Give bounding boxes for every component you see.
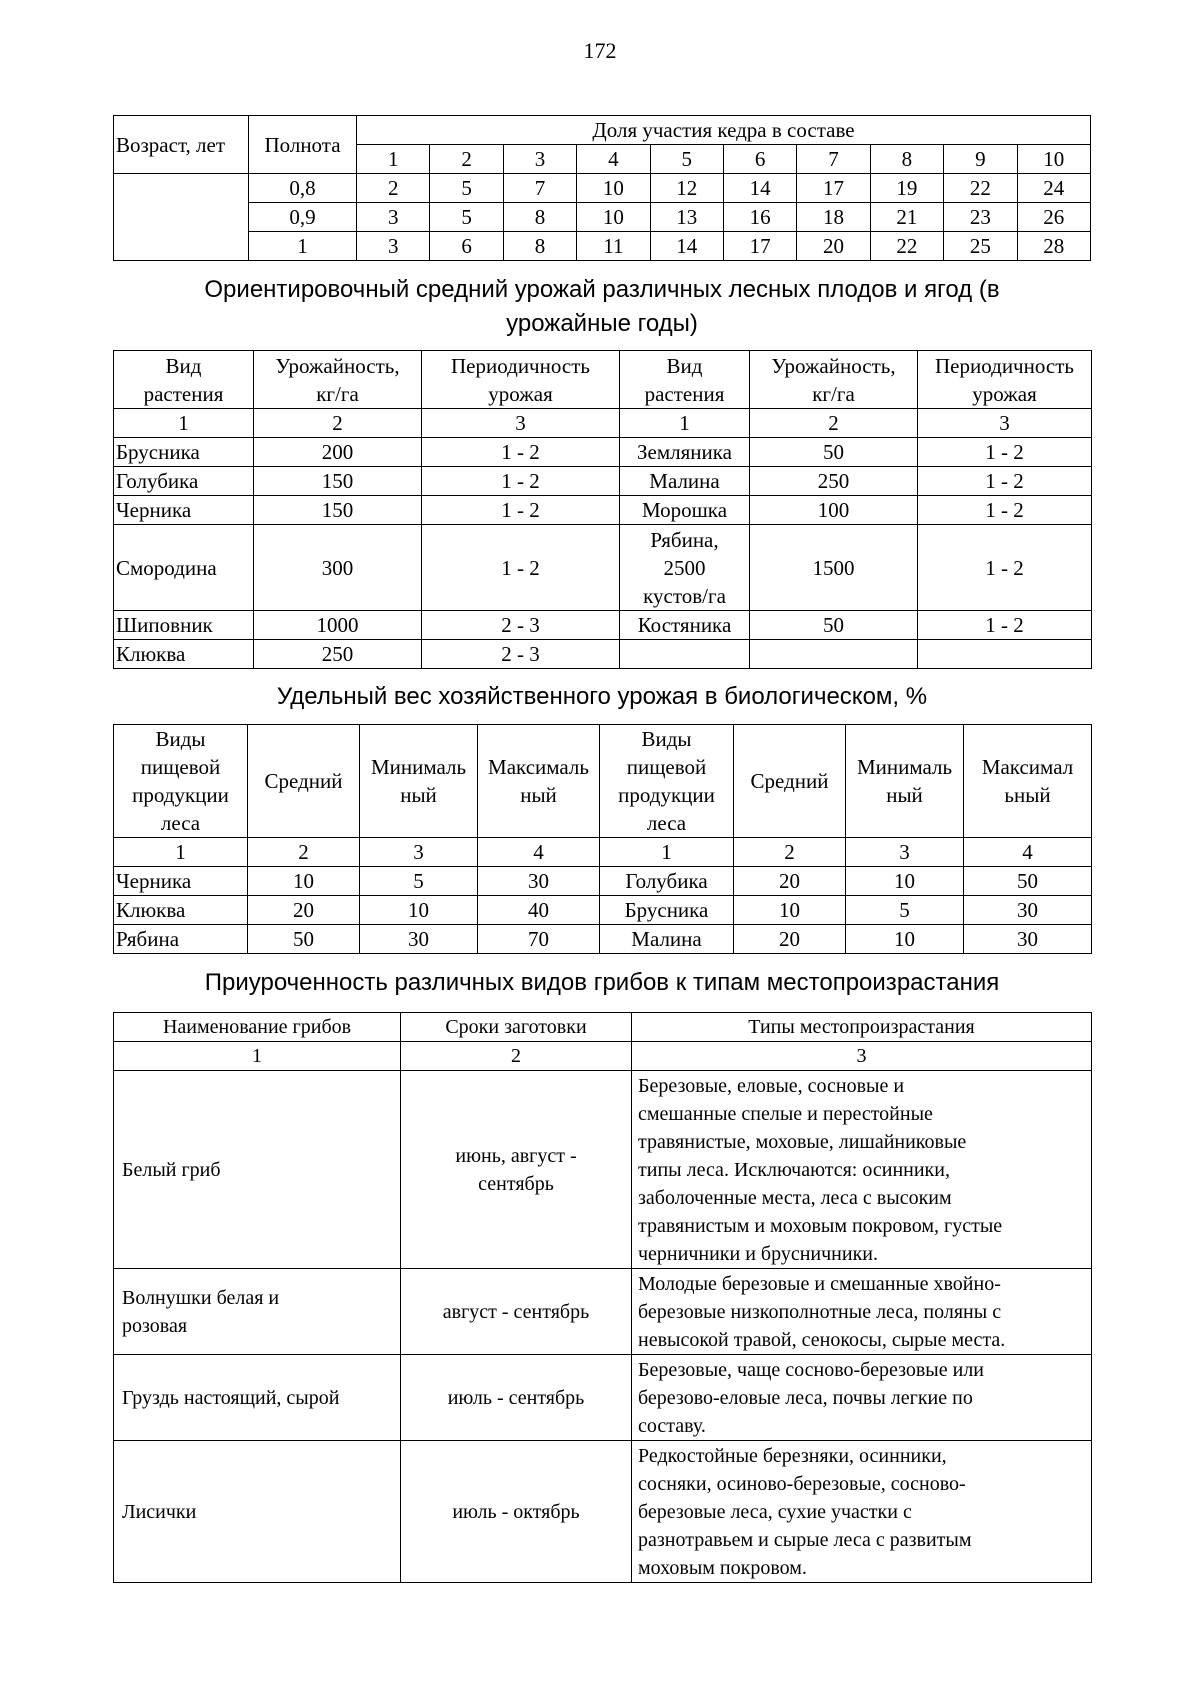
harvest-time-cell: июнь, август - сентябрь	[401, 1071, 632, 1269]
plant-cell: Голубика	[114, 467, 254, 496]
share-col-header: 7	[797, 145, 870, 174]
harvest-time-cell: июль - октябрь	[401, 1441, 632, 1583]
period-cell: 1 - 2	[918, 438, 1092, 467]
min-cell: 30	[360, 925, 478, 954]
share-weight-table	[113, 724, 1092, 954]
column-number: 1	[114, 409, 254, 438]
value-cell: 19	[870, 174, 943, 203]
plant-cell: Черника	[114, 496, 254, 525]
mushroom-habitat-title: Приуроченность различных видов грибов к типам местопроизрастания	[204, 969, 1000, 996]
table-row	[114, 203, 1091, 232]
share-col-header: 6	[723, 145, 796, 174]
kind-cell: Малина	[600, 925, 734, 954]
habitat-cell: Молодые березовые и смешанные хвойно- березовые низкополнотные леса, поляны с невысокой травой, сенокосы, сырые места.	[632, 1269, 1092, 1355]
plant-header: Вид растения	[114, 351, 254, 409]
mushroom-name-cell: Лисички	[114, 1441, 401, 1583]
max-cell: 30	[964, 925, 1092, 954]
plant-cell: Клюква	[114, 640, 254, 669]
value-cell: 26	[1017, 203, 1090, 232]
avg-cell: 10	[248, 867, 360, 896]
page-number: 172	[583, 38, 617, 63]
plant-cell: Рябина, 2500 кустов/га	[620, 525, 750, 611]
mushroom-name-cell: Груздь настоящий, сырой	[114, 1355, 401, 1441]
habitat-header: Типы местопроизрастания	[632, 1013, 1092, 1042]
value-cell: 10	[577, 203, 650, 232]
value-cell: 14	[723, 174, 796, 203]
table-row	[114, 525, 1092, 611]
column-number: 4	[964, 838, 1092, 867]
share-weight-title: Удельный вес хозяйственного урожая в биологическом, %	[276, 683, 928, 710]
value-cell: 28	[1017, 232, 1090, 261]
table-row	[114, 925, 1092, 954]
column-number: 3	[632, 1042, 1092, 1071]
plant-cell: Смородина	[114, 525, 254, 611]
density-header: Полнота	[249, 116, 357, 174]
yield-cell: 150	[254, 496, 422, 525]
avg-cell: 20	[734, 925, 846, 954]
plant-header: Вид растения	[620, 351, 750, 409]
value-cell: 2	[357, 174, 430, 203]
value-cell: 11	[577, 232, 650, 261]
period-cell: 1 - 2	[918, 467, 1092, 496]
value-cell: 3	[357, 203, 430, 232]
value-cell: 25	[944, 232, 1017, 261]
density-cell: 0,8	[249, 174, 357, 203]
period-header: Периодичность урожая	[918, 351, 1092, 409]
value-cell: 18	[797, 203, 870, 232]
period-cell: 1 - 2	[422, 496, 620, 525]
min-cell: 10	[360, 896, 478, 925]
period-cell: 2 - 3	[422, 640, 620, 669]
column-number: 2	[750, 409, 918, 438]
berry-yield-table	[113, 350, 1092, 669]
yield-header: Урожайность, кг/га	[254, 351, 422, 409]
age-header: Возраст, лет	[114, 116, 249, 174]
plant-cell: Брусника	[114, 438, 254, 467]
value-cell: 8	[503, 232, 576, 261]
max-cell: 50	[964, 867, 1092, 896]
berry-yield-title-line: урожайные годы)	[506, 310, 698, 337]
column-number: 3	[360, 838, 478, 867]
kind-cell: Голубика	[600, 867, 734, 896]
mushroom-name-cell: Белый гриб	[114, 1071, 401, 1269]
avg-cell: 10	[734, 896, 846, 925]
value-cell: 22	[944, 174, 1017, 203]
period-cell: 2 - 3	[422, 611, 620, 640]
column-number: 2	[254, 409, 422, 438]
value-cell: 22	[870, 232, 943, 261]
column-number: 1	[114, 838, 248, 867]
mushroom-name-header: Наименование грибов	[114, 1013, 401, 1042]
column-number: 2	[734, 838, 846, 867]
min-header: Минималь ный	[360, 725, 478, 838]
table-row	[114, 867, 1092, 896]
period-header: Периодичность урожая	[422, 351, 620, 409]
column-number: 1	[114, 1042, 401, 1071]
min-cell: 10	[846, 867, 964, 896]
period-cell: 1 - 2	[422, 525, 620, 611]
min-cell: 5	[360, 867, 478, 896]
avg-header: Средний	[734, 725, 846, 838]
period-cell: 1 - 2	[918, 496, 1092, 525]
cedar-share-table	[113, 115, 1091, 261]
value-cell: 6	[430, 232, 503, 261]
value-cell: 20	[797, 232, 870, 261]
column-number: 3	[846, 838, 964, 867]
column-number: 3	[918, 409, 1092, 438]
value-cell: 5	[430, 203, 503, 232]
plant-cell: Земляника	[620, 438, 750, 467]
table-row	[114, 1269, 1092, 1355]
habitat-cell: Редкостойные березняки, осинники, сосняки, осиново-березовые, сосново- березовые леса, сухие участки с разнотравьем и сырые леса с развитым моховым покровом.	[632, 1441, 1092, 1583]
value-cell: 3	[357, 232, 430, 261]
min-header: Минималь ный	[846, 725, 964, 838]
plant-cell: Малина	[620, 467, 750, 496]
column-number: 3	[422, 409, 620, 438]
share-col-header: 4	[577, 145, 650, 174]
yield-cell: 50	[750, 438, 918, 467]
share-col-header: 10	[1017, 145, 1090, 174]
column-number: 2	[248, 838, 360, 867]
mushroom-habitat-table	[113, 1012, 1092, 1583]
habitat-cell: Березовые, чаще сосново-березовые или березово-еловые леса, почвы легкие по составу.	[632, 1355, 1092, 1441]
value-cell: 10	[577, 174, 650, 203]
period-cell: 1 - 2	[422, 438, 620, 467]
yield-cell	[750, 640, 918, 669]
value-cell: 12	[650, 174, 723, 203]
harvest-time-cell: июль - сентябрь	[401, 1355, 632, 1441]
column-number: 4	[478, 838, 600, 867]
yield-cell: 250	[750, 467, 918, 496]
habitat-cell: Березовые, еловые, сосновые и смешанные спелые и перестойные травянистые, моховые, лишайниковые типы леса. Исключаются: осинники, заболоченные места, леса с высоким травянистым и моховым покровом, густые черничники и брусничники.	[632, 1071, 1092, 1269]
column-number: 1	[600, 838, 734, 867]
kind-cell: Рябина	[114, 925, 248, 954]
kind-header: Виды пищевой продукции леса	[114, 725, 248, 838]
mushroom-name-cell: Волнушки белая и розовая	[114, 1269, 401, 1355]
value-cell: 24	[1017, 174, 1090, 203]
yield-cell: 50	[750, 611, 918, 640]
berry-yield-title	[113, 273, 1091, 341]
avg-cell: 20	[248, 896, 360, 925]
yield-cell: 1000	[254, 611, 422, 640]
table-row	[114, 496, 1092, 525]
value-cell: 23	[944, 203, 1017, 232]
table-row	[114, 1441, 1092, 1583]
density-cell: 0,9	[249, 203, 357, 232]
yield-cell: 150	[254, 467, 422, 496]
plant-cell: Шиповник	[114, 611, 254, 640]
harvest-time-cell: август - сентябрь	[401, 1269, 632, 1355]
table-row	[114, 438, 1092, 467]
share-col-header: 3	[503, 145, 576, 174]
yield-header: Урожайность, кг/га	[750, 351, 918, 409]
yield-cell: 300	[254, 525, 422, 611]
yield-cell: 1500	[750, 525, 918, 611]
value-cell: 16	[723, 203, 796, 232]
min-cell: 5	[846, 896, 964, 925]
min-cell: 10	[846, 925, 964, 954]
table-row	[114, 1071, 1092, 1269]
value-cell: 7	[503, 174, 576, 203]
value-cell: 14	[650, 232, 723, 261]
max-cell: 70	[478, 925, 600, 954]
value-cell: 8	[503, 203, 576, 232]
value-cell: 21	[870, 203, 943, 232]
harvest-time-header: Сроки заготовки	[401, 1013, 632, 1042]
max-cell: 30	[478, 867, 600, 896]
yield-cell: 200	[254, 438, 422, 467]
yield-cell: 100	[750, 496, 918, 525]
share-col-header: 5	[650, 145, 723, 174]
table-row	[114, 174, 1091, 203]
plant-cell: Костяника	[620, 611, 750, 640]
cedar-share-header: Доля участия кедра в составе	[357, 116, 1091, 145]
avg-cell: 20	[734, 867, 846, 896]
max-header: Максимал ьный	[964, 725, 1092, 838]
max-header: Максималь ный	[478, 725, 600, 838]
table-row	[114, 467, 1092, 496]
table-row	[114, 1355, 1092, 1441]
column-number: 2	[401, 1042, 632, 1071]
yield-cell: 250	[254, 640, 422, 669]
age-cell	[114, 174, 249, 261]
period-cell: 1 - 2	[422, 467, 620, 496]
value-cell: 17	[797, 174, 870, 203]
density-cell: 1	[249, 232, 357, 261]
kind-cell: Клюква	[114, 896, 248, 925]
period-cell: 1 - 2	[918, 611, 1092, 640]
max-cell: 40	[478, 896, 600, 925]
column-number: 1	[620, 409, 750, 438]
kind-cell: Черника	[114, 867, 248, 896]
berry-yield-title-line: Ориентировочный средний урожай различных лесных плодов и ягод (в	[204, 276, 1000, 303]
plant-cell: Морошка	[620, 496, 750, 525]
table-row	[114, 611, 1092, 640]
value-cell: 5	[430, 174, 503, 203]
table-row	[114, 896, 1092, 925]
period-cell	[918, 640, 1092, 669]
kind-header: Виды пищевой продукции леса	[600, 725, 734, 838]
avg-header: Средний	[248, 725, 360, 838]
share-col-header: 9	[944, 145, 1017, 174]
plant-cell	[620, 640, 750, 669]
max-cell: 30	[964, 896, 1092, 925]
value-cell: 17	[723, 232, 796, 261]
share-col-header: 8	[870, 145, 943, 174]
share-col-header: 1	[357, 145, 430, 174]
share-col-header: 2	[430, 145, 503, 174]
period-cell: 1 - 2	[918, 525, 1092, 611]
avg-cell: 50	[248, 925, 360, 954]
table-row	[114, 232, 1091, 261]
kind-cell: Брусника	[600, 896, 734, 925]
table-row	[114, 640, 1092, 669]
value-cell: 13	[650, 203, 723, 232]
